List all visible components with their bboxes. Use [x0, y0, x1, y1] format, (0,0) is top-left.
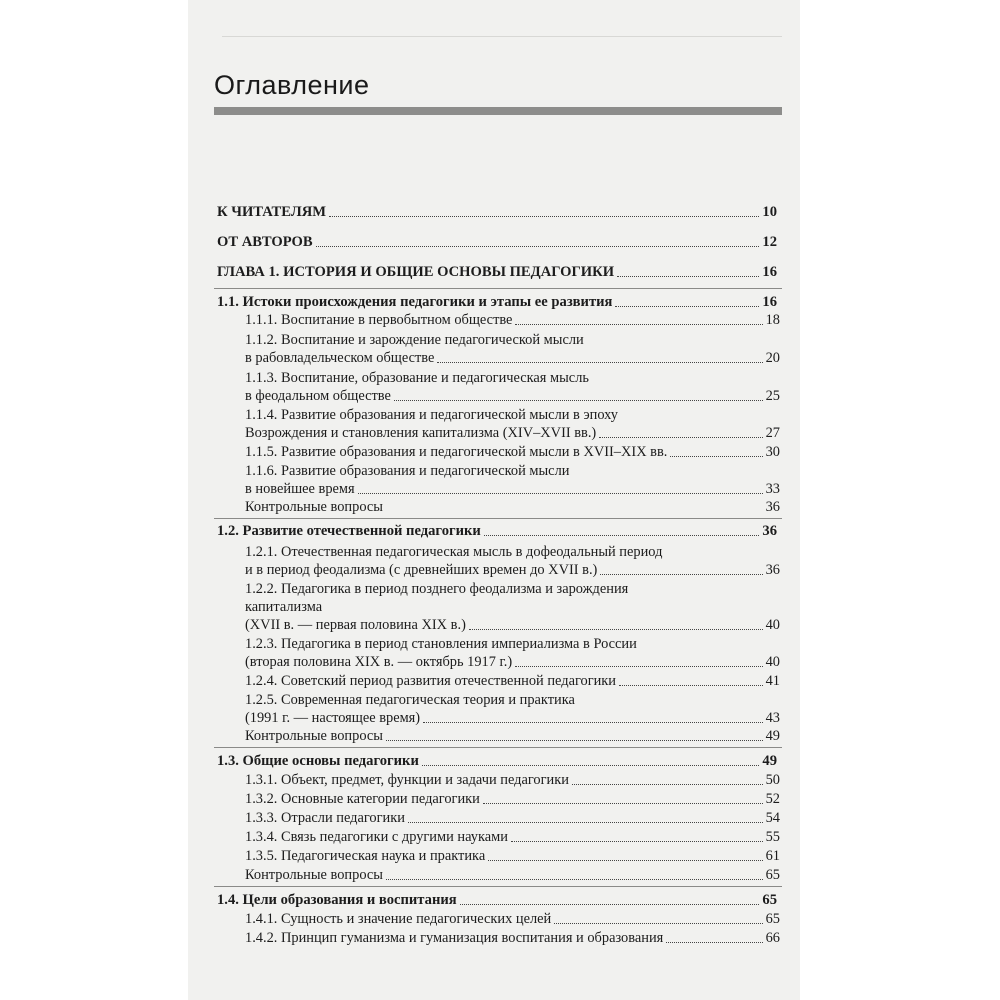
toc-item-1-1-6-line1[interactable]: 1.1.6. Развитие образования и педагогической мысли [245, 463, 570, 479]
toc-item-1-1-2-line1[interactable]: 1.1.2. Воспитание и зарождение педагогической мысли [245, 332, 584, 348]
page-number: 54 [765, 810, 780, 826]
page-number: 40 [765, 654, 780, 670]
toc-item-1-2-1-line1[interactable]: 1.2.1. Отечественная педагогическая мысль в дофеодальный период [245, 544, 663, 560]
toc-item-1-1-6[interactable]: в новейшее время 33 [245, 481, 780, 497]
toc-item-1-2-4[interactable]: 1.2.4. Советский период развития отечественной педагогики 41 [245, 673, 780, 689]
toc-entry-readers[interactable]: К ЧИТАТЕЛЯМ 10 [217, 204, 777, 220]
leader-dots [619, 685, 763, 686]
page-number: 52 [765, 791, 780, 807]
page-number: 12 [762, 234, 777, 250]
page-number: 49 [765, 728, 780, 744]
page-number: 41 [765, 673, 780, 689]
leader-dots [469, 629, 763, 630]
leader-dots [358, 493, 763, 494]
section-divider [214, 518, 782, 519]
page-title: Оглавление [214, 70, 370, 100]
section-divider [214, 886, 782, 887]
page-number: 36 [765, 499, 780, 515]
toc-item-1-3-3[interactable]: 1.3.3. Отрасли педагогики 54 [245, 810, 780, 826]
leader-dots [394, 400, 763, 401]
toc-item-1-2-2-line2[interactable]: капитализма [245, 599, 323, 615]
toc-item-1-1-3[interactable]: в феодальном обществе 25 [245, 388, 780, 404]
toc-item-1-2-5[interactable]: (1991 г. — настоящее время) 43 [245, 710, 780, 726]
toc-section-1-2[interactable]: 1.2. Развитие отечественной педагогики 36 [217, 523, 777, 539]
toc-item-1-1-4[interactable]: Возрождения и становления капитализма (XIV–XVII вв.) 27 [245, 425, 780, 441]
toc-item-1-4-2[interactable]: 1.4.2. Принцип гуманизма и гуманизация воспитания и образования 66 [245, 930, 780, 946]
leader-dots [617, 276, 759, 277]
leader-dots [670, 456, 762, 457]
page-number: 16 [762, 264, 777, 280]
page-number: 65 [765, 911, 780, 927]
leader-dots [488, 860, 762, 861]
leader-dots [386, 511, 763, 512]
page-number: 49 [762, 753, 777, 769]
toc-item-1-3-questions[interactable]: Контрольные вопросы 65 [245, 867, 780, 883]
toc-item-1-2-5-line1[interactable]: 1.2.5. Современная педагогическая теория и практика [245, 692, 575, 708]
leader-dots [511, 841, 763, 842]
leader-dots [329, 216, 759, 217]
page-number: 16 [762, 294, 777, 310]
leader-dots [600, 574, 762, 575]
toc-item-1-2-1[interactable]: и в период феодализма (с древнейших времен до XVII в.) 36 [245, 562, 780, 578]
page-number: 40 [765, 617, 780, 633]
leader-dots [422, 765, 760, 766]
toc-entry-authors[interactable]: ОТ АВТОРОВ 12 [217, 234, 777, 250]
leader-dots [423, 722, 763, 723]
toc-item-1-1-4-line1[interactable]: 1.1.4. Развитие образования и педагогической мысли в эпоху [245, 407, 618, 423]
toc-item-1-2-3-line1[interactable]: 1.2.3. Педагогика в период становления империализма в России [245, 636, 637, 652]
leader-dots [386, 879, 763, 880]
toc-item-1-3-4[interactable]: 1.3.4. Связь педагогики с другими науками 55 [245, 829, 780, 845]
toc-item-1-4-1[interactable]: 1.4.1. Сущность и значение педагогических целей 65 [245, 911, 780, 927]
toc-item-1-1-2[interactable]: в рабовладельческом обществе 20 [245, 350, 780, 366]
page-number: 43 [765, 710, 780, 726]
section-divider [214, 288, 782, 289]
page-number: 10 [762, 204, 777, 220]
page-number: 25 [765, 388, 780, 404]
page-number: 36 [765, 562, 780, 578]
leader-dots [408, 822, 763, 823]
toc-item-1-2-3[interactable]: (вторая половина XIX в. — октябрь 1917 г.) 40 [245, 654, 780, 670]
page-number: 36 [762, 523, 777, 539]
toc-section-1-1[interactable]: 1.1. Истоки происхождения педагогики и этапы ее развития 16 [217, 294, 777, 310]
page-number: 65 [765, 867, 780, 883]
toc-item-1-3-5[interactable]: 1.3.5. Педагогическая наука и практика 61 [245, 848, 780, 864]
leader-dots [484, 535, 760, 536]
leader-dots [515, 666, 762, 667]
leader-dots [316, 246, 760, 247]
toc-item-1-2-2[interactable]: (XVII в. — первая половина XIX в.) 40 [245, 617, 780, 633]
page-number: 30 [765, 444, 780, 460]
toc-section-1-3[interactable]: 1.3. Общие основы педагогики 49 [217, 753, 777, 769]
leader-dots [483, 803, 763, 804]
toc-item-1-2-questions[interactable]: Контрольные вопросы 49 [245, 728, 780, 744]
toc-item-1-3-2[interactable]: 1.3.2. Основные категории педагогики 52 [245, 791, 780, 807]
toc-section-1-4[interactable]: 1.4. Цели образования и воспитания 65 [217, 892, 777, 908]
toc-item-1-1-1[interactable]: 1.1.1. Воспитание в первобытном обществе 18 [245, 312, 780, 328]
leader-dots [515, 324, 762, 325]
leader-dots [554, 923, 762, 924]
page-number: 61 [765, 848, 780, 864]
leader-dots [666, 942, 762, 943]
page-number: 66 [765, 930, 780, 946]
toc-item-1-1-questions[interactable]: Контрольные вопросы 36 [245, 499, 780, 515]
toc-entry-chapter-1[interactable]: ГЛАВА 1. ИСТОРИЯ И ОБЩИЕ ОСНОВЫ ПЕДАГОГИКИ 16 [217, 264, 777, 280]
leader-dots [572, 784, 763, 785]
page-number: 18 [765, 312, 780, 328]
leader-dots [386, 740, 763, 741]
toc-item-1-3-1[interactable]: 1.3.1. Объект, предмет, функции и задачи педагогики 50 [245, 772, 780, 788]
page-number: 65 [762, 892, 777, 908]
section-divider [214, 747, 782, 748]
leader-dots [437, 362, 762, 363]
page-number: 33 [765, 481, 780, 497]
toc-item-1-1-5[interactable]: 1.1.5. Развитие образования и педагогической мысли в XVII–XIX вв. 30 [245, 444, 780, 460]
page-number: 55 [765, 829, 780, 845]
toc-item-1-2-2-line1[interactable]: 1.2.2. Педагогика в период позднего феодализма и зарождения [245, 581, 629, 597]
leader-dots [599, 437, 762, 438]
page-number: 50 [765, 772, 780, 788]
leader-dots [615, 306, 759, 307]
toc-item-1-1-3-line1[interactable]: 1.1.3. Воспитание, образование и педагогическая мысль [245, 370, 589, 386]
page-number: 27 [765, 425, 780, 441]
page-number: 20 [765, 350, 780, 366]
leader-dots [460, 904, 760, 905]
